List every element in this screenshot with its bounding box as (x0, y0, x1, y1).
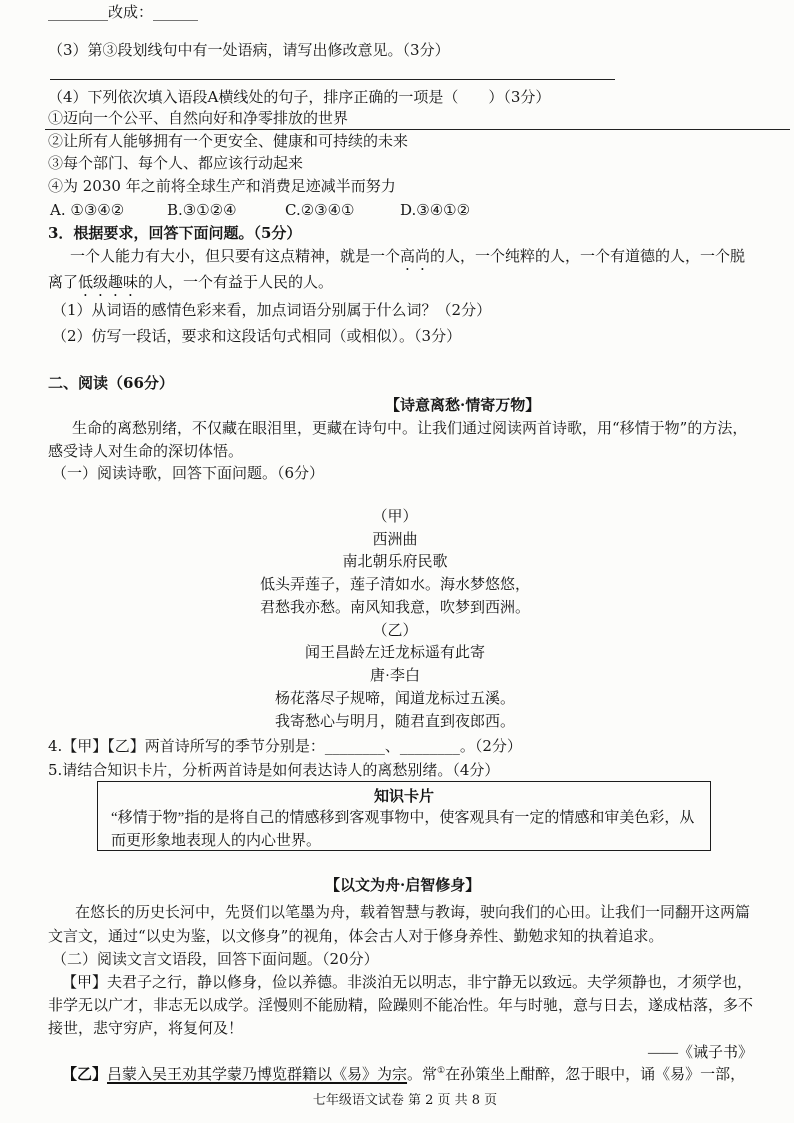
section-title: 二、阅读（66分） (48, 374, 174, 392)
sentence-4: ④为 2030 年之前将全球生产和消费足迹减半而努力 (48, 177, 396, 195)
poem-a-line-1: 低头弄莲子，莲子清如水。海水梦悠悠， (259, 577, 530, 593)
passage-line-2 (48, 274, 333, 300)
text-b-tag: 【乙】 (62, 1067, 108, 1083)
poem-b-line-2: 我寄愁心与明月，随君直到夜郎西。 (274, 714, 515, 730)
part-2-heading: （二）阅读文言文语段，回答下面问题。（20分） (52, 950, 379, 968)
part-1-heading: （一）阅读诗歌，回答下面问题。（6分） (52, 464, 325, 482)
poem-b-author: 唐·李白 (370, 668, 420, 684)
text-a-line-3: 接世，悲守穷庐，将复何及！ (48, 1021, 244, 1037)
text-a-line-2: 非学无以广才，非志无以成学。淫慢则不能励精，险躁则不能冶性。年与时驰，意与日去，遂成枯落，多不 (48, 998, 754, 1014)
poem-a-tag: （甲） (372, 509, 418, 525)
poem-a-line-2: 君愁我亦愁。南风知我意，吹梦到西洲。 (259, 600, 530, 616)
intro-2-line-1: 在悠长的历史长河中，先贤们以笔墨为舟，载着智慧与教诲，驶向我们的心田。让我们一同翻开这两篇 (75, 903, 751, 921)
footnote-marker: ① (437, 1065, 446, 1075)
poem-a-title: 西洲曲 (372, 532, 418, 548)
question-2-4: （4）下列依次填入语段A横线处的句子，排序正确的一项是（ ）（3分） (48, 88, 551, 106)
passage-text: 一个人能力有大小，但只要有这点精神，就是一个 (70, 249, 401, 265)
poem-a-author: 南北朝乐府民歌 (342, 554, 448, 570)
poem-b-tag: （乙） (372, 623, 418, 639)
question-3-1: （1）从词语的感情色彩来看，加点词语分别属于什么词？（2分） (52, 301, 492, 319)
option-d: D.③④①② (400, 201, 471, 219)
question-4: 4.【甲】【乙】两首诗所写的季节分别是：________、________。（2分） (48, 737, 522, 755)
question-2-3: （3）第③段划线句中有一处语病，请写出修改意见。（3分） (48, 41, 450, 59)
page-footer: 七年级语文试卷 第 2 页 共 8 页 (312, 1093, 498, 1108)
intro-1-line-2: 感受诗人对生命的深切体悟。 (48, 442, 244, 460)
theme-heading-2: 【以文为舟·启智修身】 (325, 876, 481, 894)
underlined-sentence: 吕蒙入吴王劝其学蒙乃博览群籍以《易》为宗 (107, 1067, 408, 1083)
correction-line: ________改成：______ (48, 3, 199, 21)
passage-text: 的人，一个纯粹的人，一个有道德的人，一个脱 (430, 249, 746, 265)
divider-line (45, 129, 790, 130)
text-a-line-1: 【甲】夫君子之行，静以修身，俭以养德。非淡泊无以明志，非宁静无以致远。夫学须静也，才须学也， (62, 975, 753, 991)
question-3-stem: 3．根据要求，回答下面问题。（5分） (48, 224, 302, 242)
option-b: B.③①②④ (167, 201, 237, 219)
knowledge-card-title: 知识卡片 (373, 789, 434, 805)
option-a: A. ①③④② (50, 201, 125, 219)
question-3-2: （2）仿写一段话，要求和这段话句式相同（或相似）。（3分） (52, 327, 462, 345)
text-b-text: 在孙策坐上酣醉，忽于眼中，诵《易》一部， (445, 1067, 746, 1083)
knowledge-card-line-2: 而更形象地表现人的内心世界。 (111, 833, 322, 849)
answer-line (50, 79, 615, 80)
intro-2-line-2: 文言文，通过“以史为鉴，以文修身”的视角，体会古人对于修身养性、勤勉求知的执着追求。 (48, 927, 664, 945)
passage-line-1 (70, 248, 745, 274)
sentence-2: ②让所有人能够拥有一个更安全、健康和可持续的未来 (48, 132, 409, 150)
theme-heading-1: 【诗意离愁·情寄万物】 (385, 396, 541, 414)
text-b-line-1 (62, 1066, 745, 1084)
text-a-source: ——《诫子书》 (648, 1045, 754, 1061)
intro-1-line-1: 生命的离愁别绪，不仅藏在眼泪里，更藏在诗句中。让我们通过阅读两首诗歌，用“移情于物”的方法， (72, 419, 748, 437)
poem-b-title: 闻王昌龄左迁龙标遥有此寄 (304, 645, 485, 661)
question-5: 5.请结合知识卡片，分析两首诗是如何表达诗人的离愁别绪。（4分） (48, 761, 500, 779)
poem-b-line-1: 杨花落尽子规啼，闻道龙标过五溪。 (274, 691, 515, 707)
knowledge-card-line-1: “移情于物”指的是将自己的情感移到客观事物中，使客观具有一定的情感和审美色彩，从 (111, 810, 695, 826)
sentence-1: ①迈向一个公平、自然向好和净零排放的世界 (48, 109, 349, 127)
option-c: C.②③④① (285, 201, 355, 219)
knowledge-card (97, 781, 711, 851)
text-b-text: 。常 (407, 1067, 438, 1083)
dotted-word: 高尚 (400, 249, 431, 265)
passage-text: 的人，一个有益于人民的人。 (138, 275, 334, 291)
sentence-3: ③每个部门、每个人、都应该行动起来 (48, 154, 304, 172)
dotted-word: 低级趣味 (78, 275, 139, 291)
passage-text: 离了 (48, 275, 79, 291)
